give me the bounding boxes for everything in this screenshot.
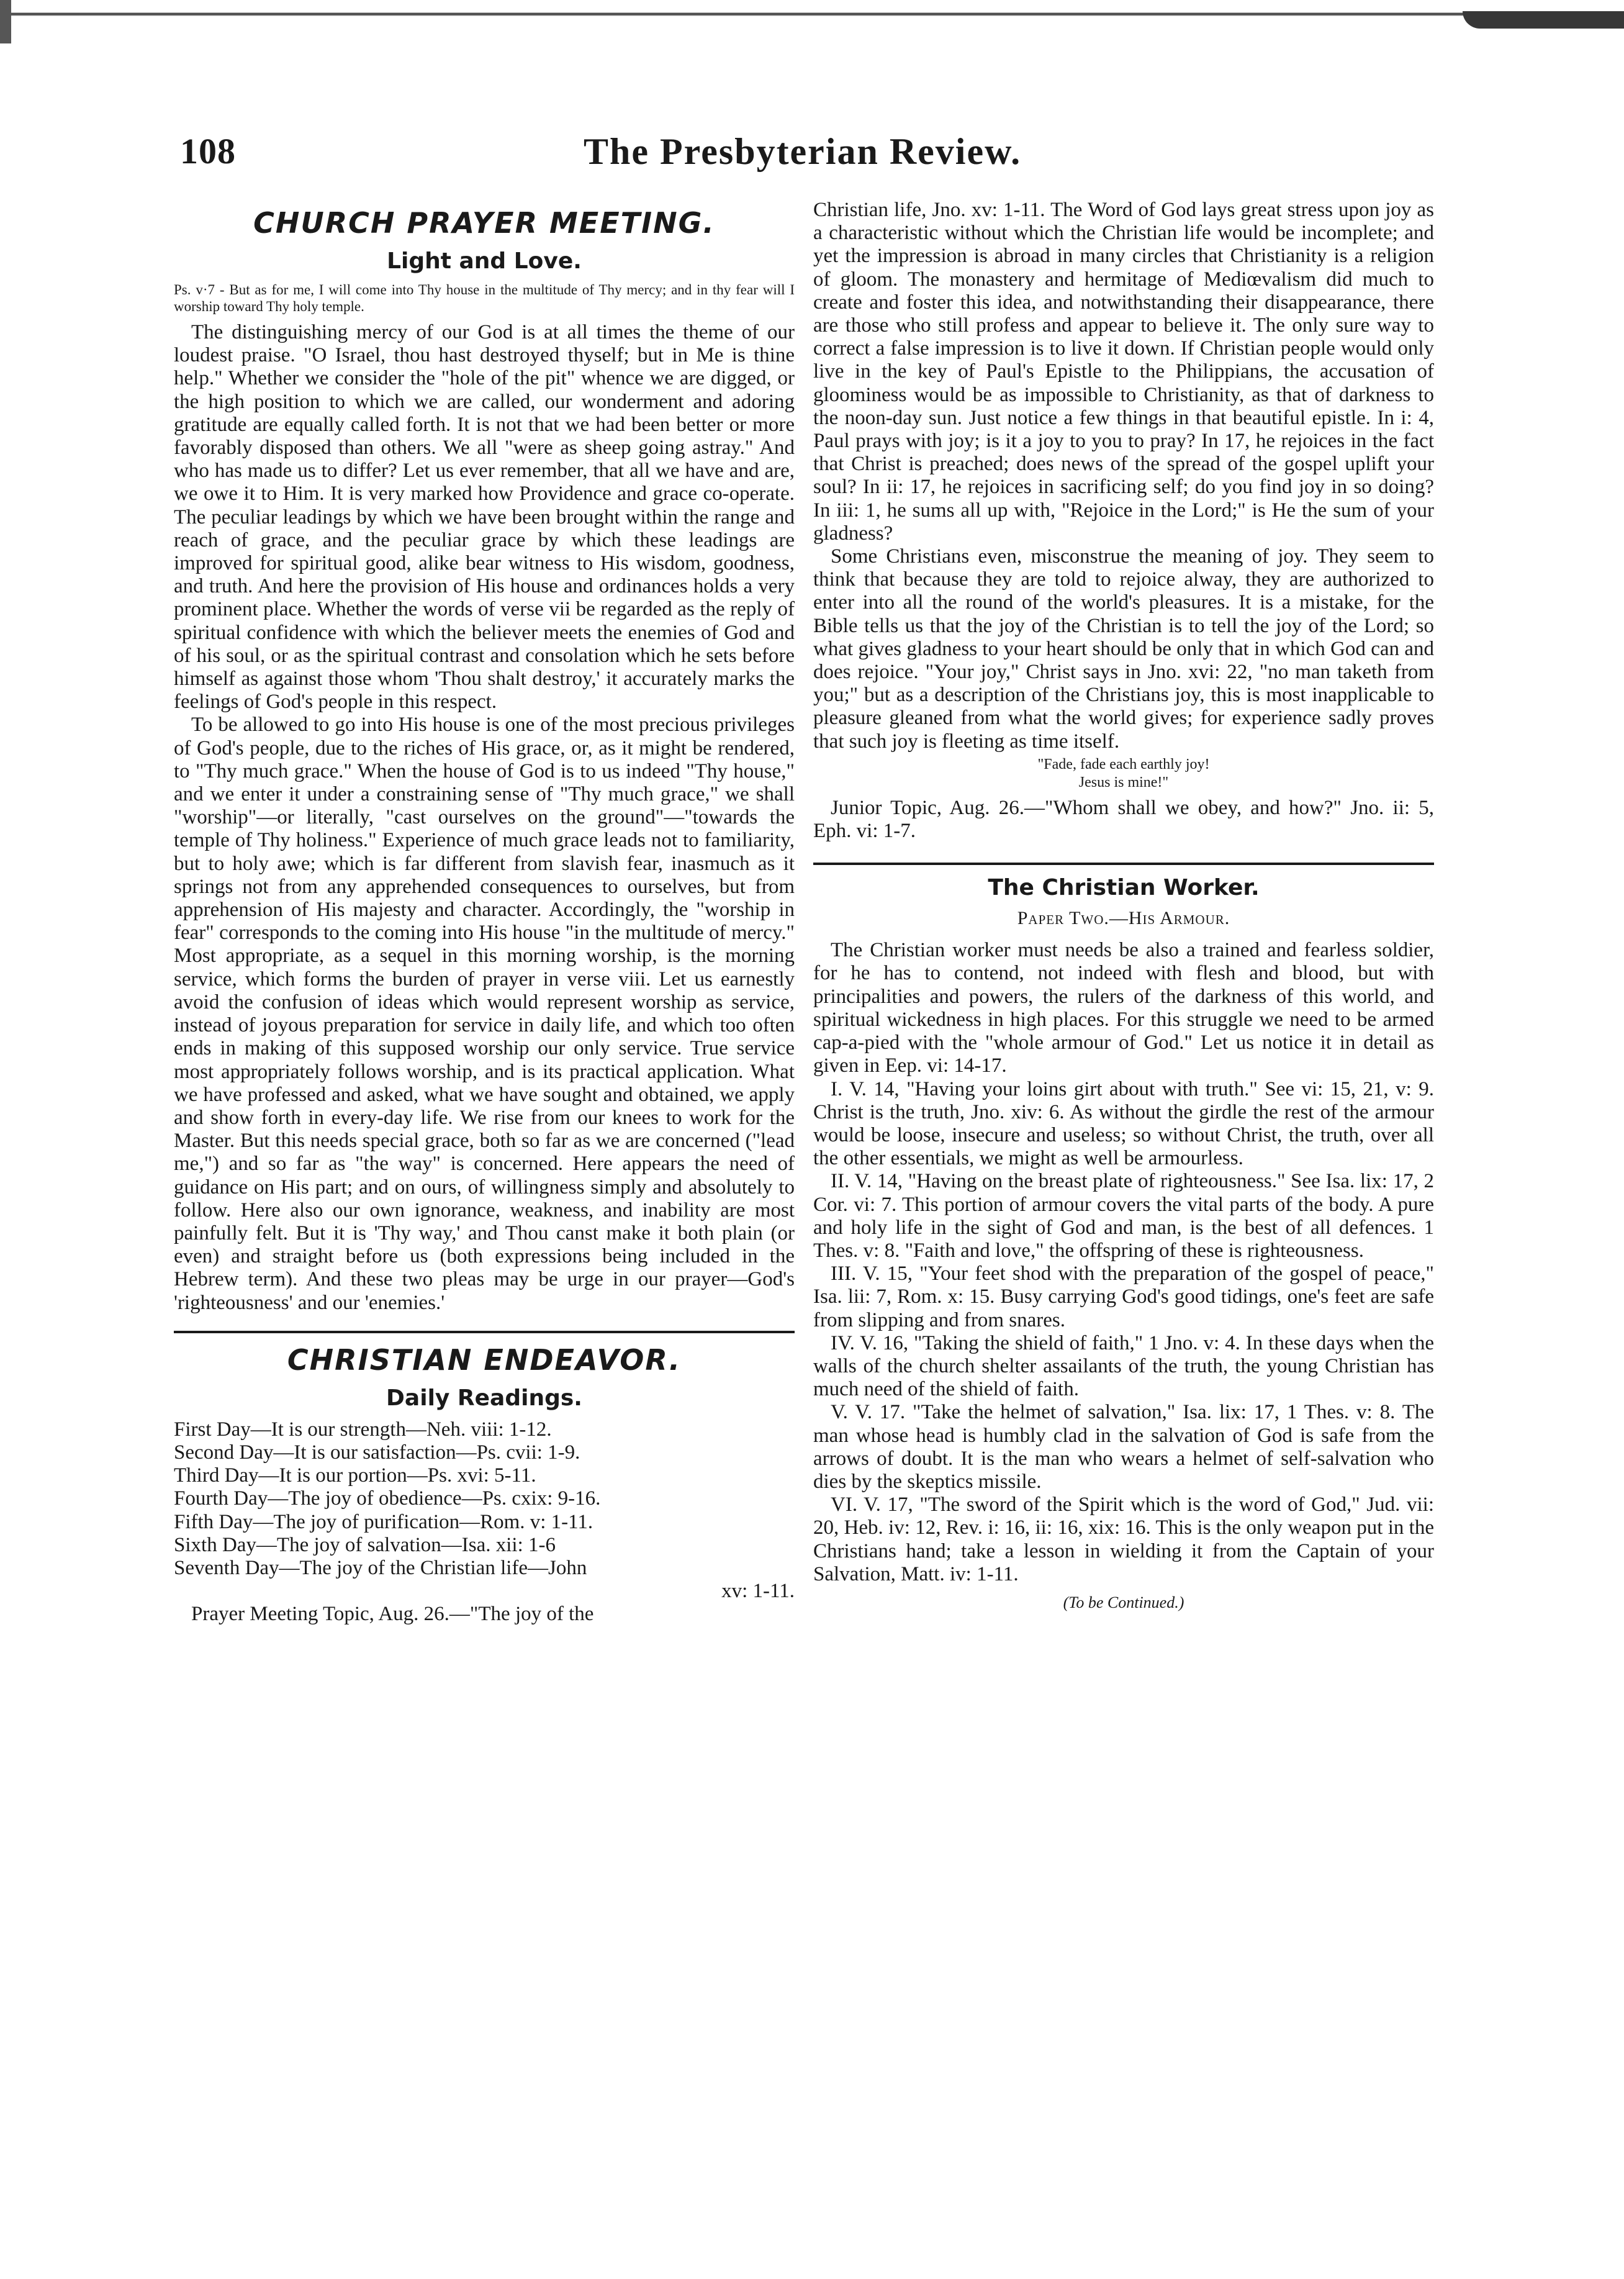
poem-quote bbox=[813, 756, 1434, 792]
paragraph: V. V. 17. "Take the helmet of salvation," Isa. lix: 17, 1 Thes. v: 8. The man whose head is humbly clad in the salvation of God is safe from the arrows of doubt. It is the man who wears a helmet of self-salvation who dies by the skeptics missile. bbox=[813, 1401, 1434, 1493]
reading-line: Seventh Day—The joy of the Christian life—John bbox=[174, 1556, 587, 1579]
paragraph: IV. V. 16, "Taking the shield of faith," 1 Jno. v: 4. In these days when the walls of the church shelter assailants of the truth, the young Christian has much need of the shield of faith. bbox=[813, 1331, 1434, 1401]
paragraph: The distinguishing mercy of our God is at all times the theme of our loudest praise. "O Israel, thou hast destroyed thyself; but in Me is thine help." Whether we consider the "hole of the pit" whence we are digged, or the high position to which we are called, our wonderment and adoring gratitude are equally called forth. It is not that we had been better or more favorably disposed than others. We all "were as sheep going astray." And who has made us to differ? Let us ever remember, that all we have and are, we owe it to Him. It is very marked how Providence and grace co-operate. The peculiar leadings by which we have been brought within the range and reach of grace, and the peculiar grace by which these leadings are improved for spiritual good, alike bear witness to His wisdom, goodness, and truth. And here the provision of His house and ordinances holds a very prominent place. Whether the words of verse vii be regarded as the reply of spiritual confidence with which the believer meets the enemies of God and of his soul, or as the spiritual contrast and consolation which he sets before himself as against those whom 'Thou shalt destroy,' it accurately marks the feelings of God's people in this respect. bbox=[174, 321, 795, 714]
paragraph: Christian life, Jno. xv: 1-11. The Word of God lays great stress upon joy as a characteristic without which the Christian life would be incomplete; and yet the impression is abroad in many circles that Christianity is a religion of gloom. The monastery and hermitage of Mediœvalism did much to create and foster this idea, and notwithstanding their disappearance, there are those who still profess and appear to believe it. The only sure way to correct a false impression is to live it down. If Christian people would only live in the key of Paul's Epistle to the Philippians, the accusation of gloominess would be as impossible to Christianity, as that of darkness to the noon-day sun. Just notice a few things in that beautiful epistle. In i: 4, Paul prays with joy; is it a joy to you to pray? In 17, he rejoices in the fact that Christ is preached; does news of the spread of the gospel uplift your soul? In ii: 17, he rejoices in sacrificing self; do you find joy in so doing? In iii: 1, he sums all up with, "Rejoice in the Lord;" is He the sum of your gladness? bbox=[813, 199, 1434, 545]
poem-line: "Fade, fade each earthly joy! bbox=[1037, 756, 1210, 773]
paragraph: Some Christians even, misconstrue the meaning of joy. They seem to think that because they are told to rejoice alway, they are authorized to enter into all the round of the world's pleasures. It is a mistake, for the Bible tells us that the joy of the Christian is to tell the joy of the Lord; so what gives gladness to your heart should be only that in which God can and does rejoice. "Your joy," Christ says in Jno. xvi: 22, "no man taketh from you;" but as a description of the Christians joy, this is most inapplicable to pleasure gleaned from what the world gives; for experience sadly proves that such joy is fleeting as time itself. bbox=[813, 545, 1434, 753]
running-header bbox=[174, 130, 1453, 186]
subtitle-light-and-love: Light and Love. bbox=[387, 248, 582, 274]
reading-line: Third Day—It is our portion—Ps. xvi: 5-11. bbox=[174, 1464, 536, 1487]
scan-edge-right bbox=[1463, 11, 1624, 29]
left-column bbox=[174, 199, 795, 1626]
right-column bbox=[813, 199, 1434, 1612]
section-title-prayer-meeting: CHURCH PRAYER MEETING. bbox=[253, 206, 715, 240]
section-divider bbox=[174, 1331, 795, 1333]
paragraph: To be allowed to go into His house is one of the most precious privileges of God's people, due to the riches of His grace, or, as it might be rendered, to "Thy much grace." When the house of God is to us indeed "Thy house," and we enter it under a constraining sense of "Thy much grace," we shall "worship"—or literally, "cast ourselves on the ground"—"towards the temple of Thy holiness." Experience of much grace leads not to familiarity, but to holy awe; which is far different from slavish fear, inasmuch as it springs not from any apprehended consequences to ourselves, but from apprehension of His majesty and character. Accordingly, the "worship in fear" corresponds to the coming into His house "in the multitude of mercy." Most appropriate, as a sequel in this morning worship, is the morning service, which forms the burden of prayer in verse viii. Let us earnestly avoid the confusion of ideas which would represent worship as service, instead of joyous preparation for service in daily life, and which too often ends in making of this supposed worship our only service. True service most appropriately follows worship, and is its practical application. What we have professed and asked, what we have sought and obtained, we apply and show forth in every-day life. We rise from our knees to work for the Master. But this needs special grace, both so far as we are concerned ("lead me,") and so far as "the way" is concerned. Here appears the need of guidance on His part; and on ours, of willingness simply and absolutely to follow. Here also our own ignorance, weakness, and inability are most painfully felt. But it is 'Thy way,' and Thou canst make it both plain (or even) and straight before us (both expressions being included in the Hebrew term). And these two pleas may be urge in our prayer—God's 'righteousness' and our 'enemies.' bbox=[174, 714, 795, 1314]
to-be-continued-note: (To be Continued.) bbox=[1063, 1593, 1184, 1611]
paragraph: VI. V. 17, "The sword of the Spirit which is the word of God," Jud. vii: 20, Heb. iv: 12, Rev. i: 16, ii: 16, xix: 16. This is the only weapon put in the Christians hand; take a lesson in wielding it from the Captain of your Salvation, Matt. iv: 1-11. bbox=[813, 1493, 1434, 1585]
paragraph: The Christian worker must needs be also a trained and fearless soldier, for he has to contend, not indeed with flesh and blood, but with principalities and powers, the rulers of the darkness of this world, and spiritual wickedness in high places. For this struggle we need to be armed cap-a-pied with the "whole armour of God." Let us notice it in detail as given in Eep. vi: 14-17. bbox=[813, 939, 1434, 1077]
epigraph: Ps. v·7 - But as for me, I will come into Thy house in the multitude of Thy mercy; and in thy fear will I worship toward Thy holy temple. bbox=[174, 282, 795, 314]
page-number: 108 bbox=[180, 131, 236, 171]
reading-line: Second Day—It is our satisfaction—Ps. cvii: 1-9. bbox=[174, 1441, 580, 1464]
paragraph: II. V. 14, "Having on the breast plate of righteousness." See Isa. lix: 17, 2 Cor. vi: 7. This portion of armour covers the vital parts of the body. A pure and holy life in the sight of God and man, is the best of all defences. 1 Thes. v: 8. "Faith and love," the offspring of these is righteousness. bbox=[813, 1170, 1434, 1262]
reading-line: Sixth Day—The joy of salvation—Isa. xii: 1-6 bbox=[174, 1533, 556, 1556]
subtitle-daily-readings: Daily Readings. bbox=[386, 1385, 582, 1411]
paragraph: I. V. 14, "Having your loins girt about with truth." See vi: 15, 21, v: 9. Christ is the truth, Jno. xiv: 6. As without the girdle the rest of the armour would be loose, insecure and useless; so without Christ, the truth, over all the other essentials, we might as well be armourless. bbox=[813, 1077, 1434, 1170]
paper-subtitle: Paper Two.—His Armour. bbox=[1017, 908, 1230, 929]
journal-title: The Presbyterian Review. bbox=[584, 131, 1022, 172]
prayer-meeting-topic: Prayer Meeting Topic, Aug. 26.—"The joy of the bbox=[191, 1603, 594, 1626]
section-divider bbox=[813, 863, 1434, 865]
scan-edge-left bbox=[0, 0, 11, 43]
poem-line: Jesus is mine!" bbox=[1078, 774, 1169, 791]
subtitle-christian-worker: The Christian Worker. bbox=[988, 875, 1260, 901]
reading-line: Fourth Day—The joy of obedience—Ps. cxix: 9-16. bbox=[174, 1487, 601, 1510]
scan-artifact-band bbox=[0, 0, 1624, 43]
junior-topic: Junior Topic, Aug. 26.—"Whom shall we obey, and how?" Jno. ii: 5, Eph. vi: 1-7. bbox=[813, 796, 1434, 843]
reading-continuation: xv: 1-11. bbox=[721, 1580, 795, 1603]
reading-line: Fifth Day—The joy of purification—Rom. v: 1-11. bbox=[174, 1510, 593, 1533]
section-title-christian-endeavor: CHRISTIAN ENDEAVOR. bbox=[287, 1343, 682, 1377]
reading-line: First Day—It is our strength—Neh. viii: 1-12. bbox=[174, 1418, 552, 1441]
paragraph: III. V. 15, "Your feet shod with the preparation of the gospel of peace," Isa. lii: 7, Rom. x: 15. Busy carrying God's good tidings, one's feet are safe from slipping and from snares. bbox=[813, 1262, 1434, 1331]
